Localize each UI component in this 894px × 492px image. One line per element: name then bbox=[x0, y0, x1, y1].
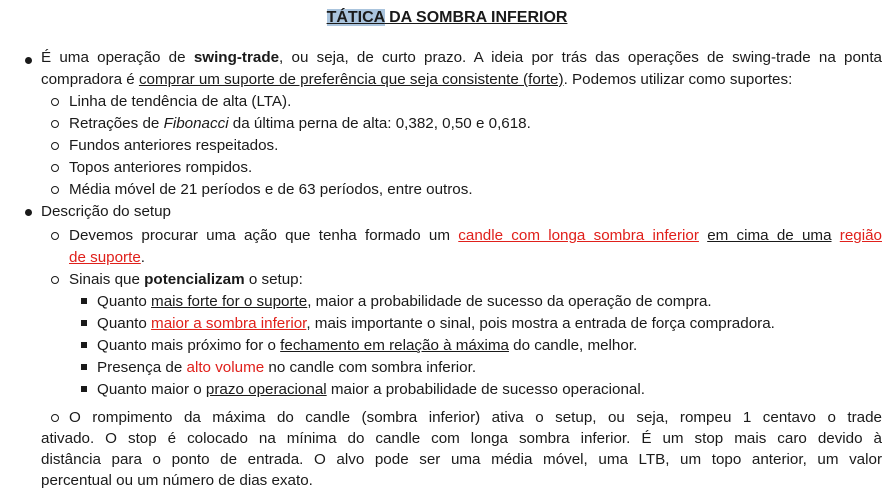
signals-bold: potencializam bbox=[144, 271, 245, 288]
bullet-disc bbox=[25, 209, 32, 216]
intro-text: . Podemos utilizar como suportes: bbox=[563, 71, 793, 88]
bullet-circle bbox=[51, 414, 59, 422]
intro-text: compradora é bbox=[41, 71, 139, 88]
page-title bbox=[0, 7, 894, 29]
setup-red-underlined: região bbox=[839, 227, 882, 244]
support-item: Topos anteriores rompidos. bbox=[69, 159, 253, 176]
intro-bold: swing-trade bbox=[193, 49, 280, 66]
signals-heading bbox=[69, 269, 303, 290]
setup-desc-line-2 bbox=[69, 247, 145, 268]
signal-text: Quanto bbox=[97, 315, 152, 332]
final-line-1: O rompimento da máxima do candle (sombra inferior) ativa o setup, ou seja, rompeu 1 centavo o trade bbox=[69, 409, 882, 426]
signal-text: maior a probabilidade de sucesso operacional. bbox=[326, 381, 645, 398]
intro-line-2 bbox=[41, 69, 792, 90]
bullet-square bbox=[81, 342, 87, 348]
setup-red-underlined: candle com longa sombra inferior bbox=[458, 227, 699, 244]
setup-space bbox=[832, 227, 840, 244]
intro-text: , ou seja, de curto prazo. A ideia por trás das operações de swing-trade na ponta bbox=[279, 49, 883, 66]
bullet-circle bbox=[51, 276, 59, 284]
bullet-circle bbox=[51, 186, 59, 194]
bullet-circle bbox=[51, 120, 59, 128]
setup-heading: Descrição do setup bbox=[41, 203, 172, 220]
signal-underlined: fechamento em relação à máxima bbox=[280, 337, 509, 354]
bullet-circle bbox=[51, 142, 59, 150]
bullet-square bbox=[81, 298, 87, 304]
signal-text: no candle com sombra inferior. bbox=[264, 359, 477, 376]
final-line-4: percentual ou um número de dias exato. bbox=[41, 472, 313, 489]
signal-text: Presença de bbox=[97, 359, 187, 376]
bullet-square bbox=[81, 364, 87, 370]
support-item: Linha de tendência de alta (LTA). bbox=[69, 93, 292, 110]
bullet-circle bbox=[51, 232, 59, 240]
bullet-circle bbox=[51, 164, 59, 172]
bullet-square bbox=[81, 386, 87, 392]
signal-text: Quanto mais próximo for o bbox=[97, 337, 281, 354]
signal-text: do candle, melhor. bbox=[508, 337, 638, 354]
signal-item bbox=[97, 379, 645, 400]
title-highlight: TÁTICA bbox=[326, 9, 385, 26]
support-text: Retrações de bbox=[69, 115, 164, 132]
intro-text: É uma operação de bbox=[41, 49, 194, 66]
bullet-disc bbox=[25, 57, 32, 64]
final-line-2: ativado. O stop é colocado na mínima do candle com longa sombra inferior. É um stop mais caro devido à bbox=[41, 430, 882, 447]
support-italic: Fibonacci bbox=[163, 115, 229, 132]
support-item bbox=[69, 113, 531, 134]
signals-text: Sinais que bbox=[69, 271, 145, 288]
signal-underlined: prazo operacional bbox=[205, 381, 327, 398]
signals-text: o setup: bbox=[244, 271, 303, 288]
signal-item bbox=[97, 357, 476, 378]
setup-text: . bbox=[140, 249, 146, 266]
signal-text: Quanto bbox=[97, 293, 152, 310]
signal-red: alto volume bbox=[186, 359, 265, 376]
signal-text: Quanto maior o bbox=[97, 381, 206, 398]
signal-item bbox=[97, 291, 712, 312]
setup-text: Devemos procurar uma ação que tenha formado um bbox=[69, 227, 459, 244]
signal-item bbox=[97, 335, 637, 356]
support-item: Fundos anteriores respeitados. bbox=[69, 137, 279, 154]
final-line-3: distância para o ponto de entrada. O alvo pode ser uma média móvel, uma LTB, um topo anterior, um valor bbox=[41, 451, 882, 468]
title-rest: DA SOMBRA INFERIOR bbox=[384, 9, 568, 26]
setup-red-underlined: de suporte bbox=[69, 249, 141, 266]
signal-item bbox=[97, 313, 775, 334]
signal-text: , mais importante o sinal, pois mostra a entrada de força compradora. bbox=[306, 315, 775, 332]
bullet-square bbox=[81, 320, 87, 326]
intro-underlined: comprar um suporte de preferência que seja consistente (forte) bbox=[138, 71, 564, 88]
signal-red-underlined: maior a sombra inferior bbox=[151, 315, 307, 332]
support-item: Média móvel de 21 períodos e de 63 períodos, entre outros. bbox=[69, 181, 473, 198]
signal-text: , maior a probabilidade de sucesso da operação de compra. bbox=[307, 293, 712, 310]
intro-line-1 bbox=[41, 47, 882, 68]
support-text: da última perna de alta: 0,382, 0,50 e 0,618. bbox=[228, 115, 531, 132]
setup-space bbox=[699, 227, 707, 244]
bullet-circle bbox=[51, 98, 59, 106]
signal-underlined: mais forte for o suporte bbox=[151, 293, 308, 310]
setup-desc-line-1 bbox=[69, 225, 882, 246]
setup-underlined: em cima de uma bbox=[707, 227, 832, 244]
